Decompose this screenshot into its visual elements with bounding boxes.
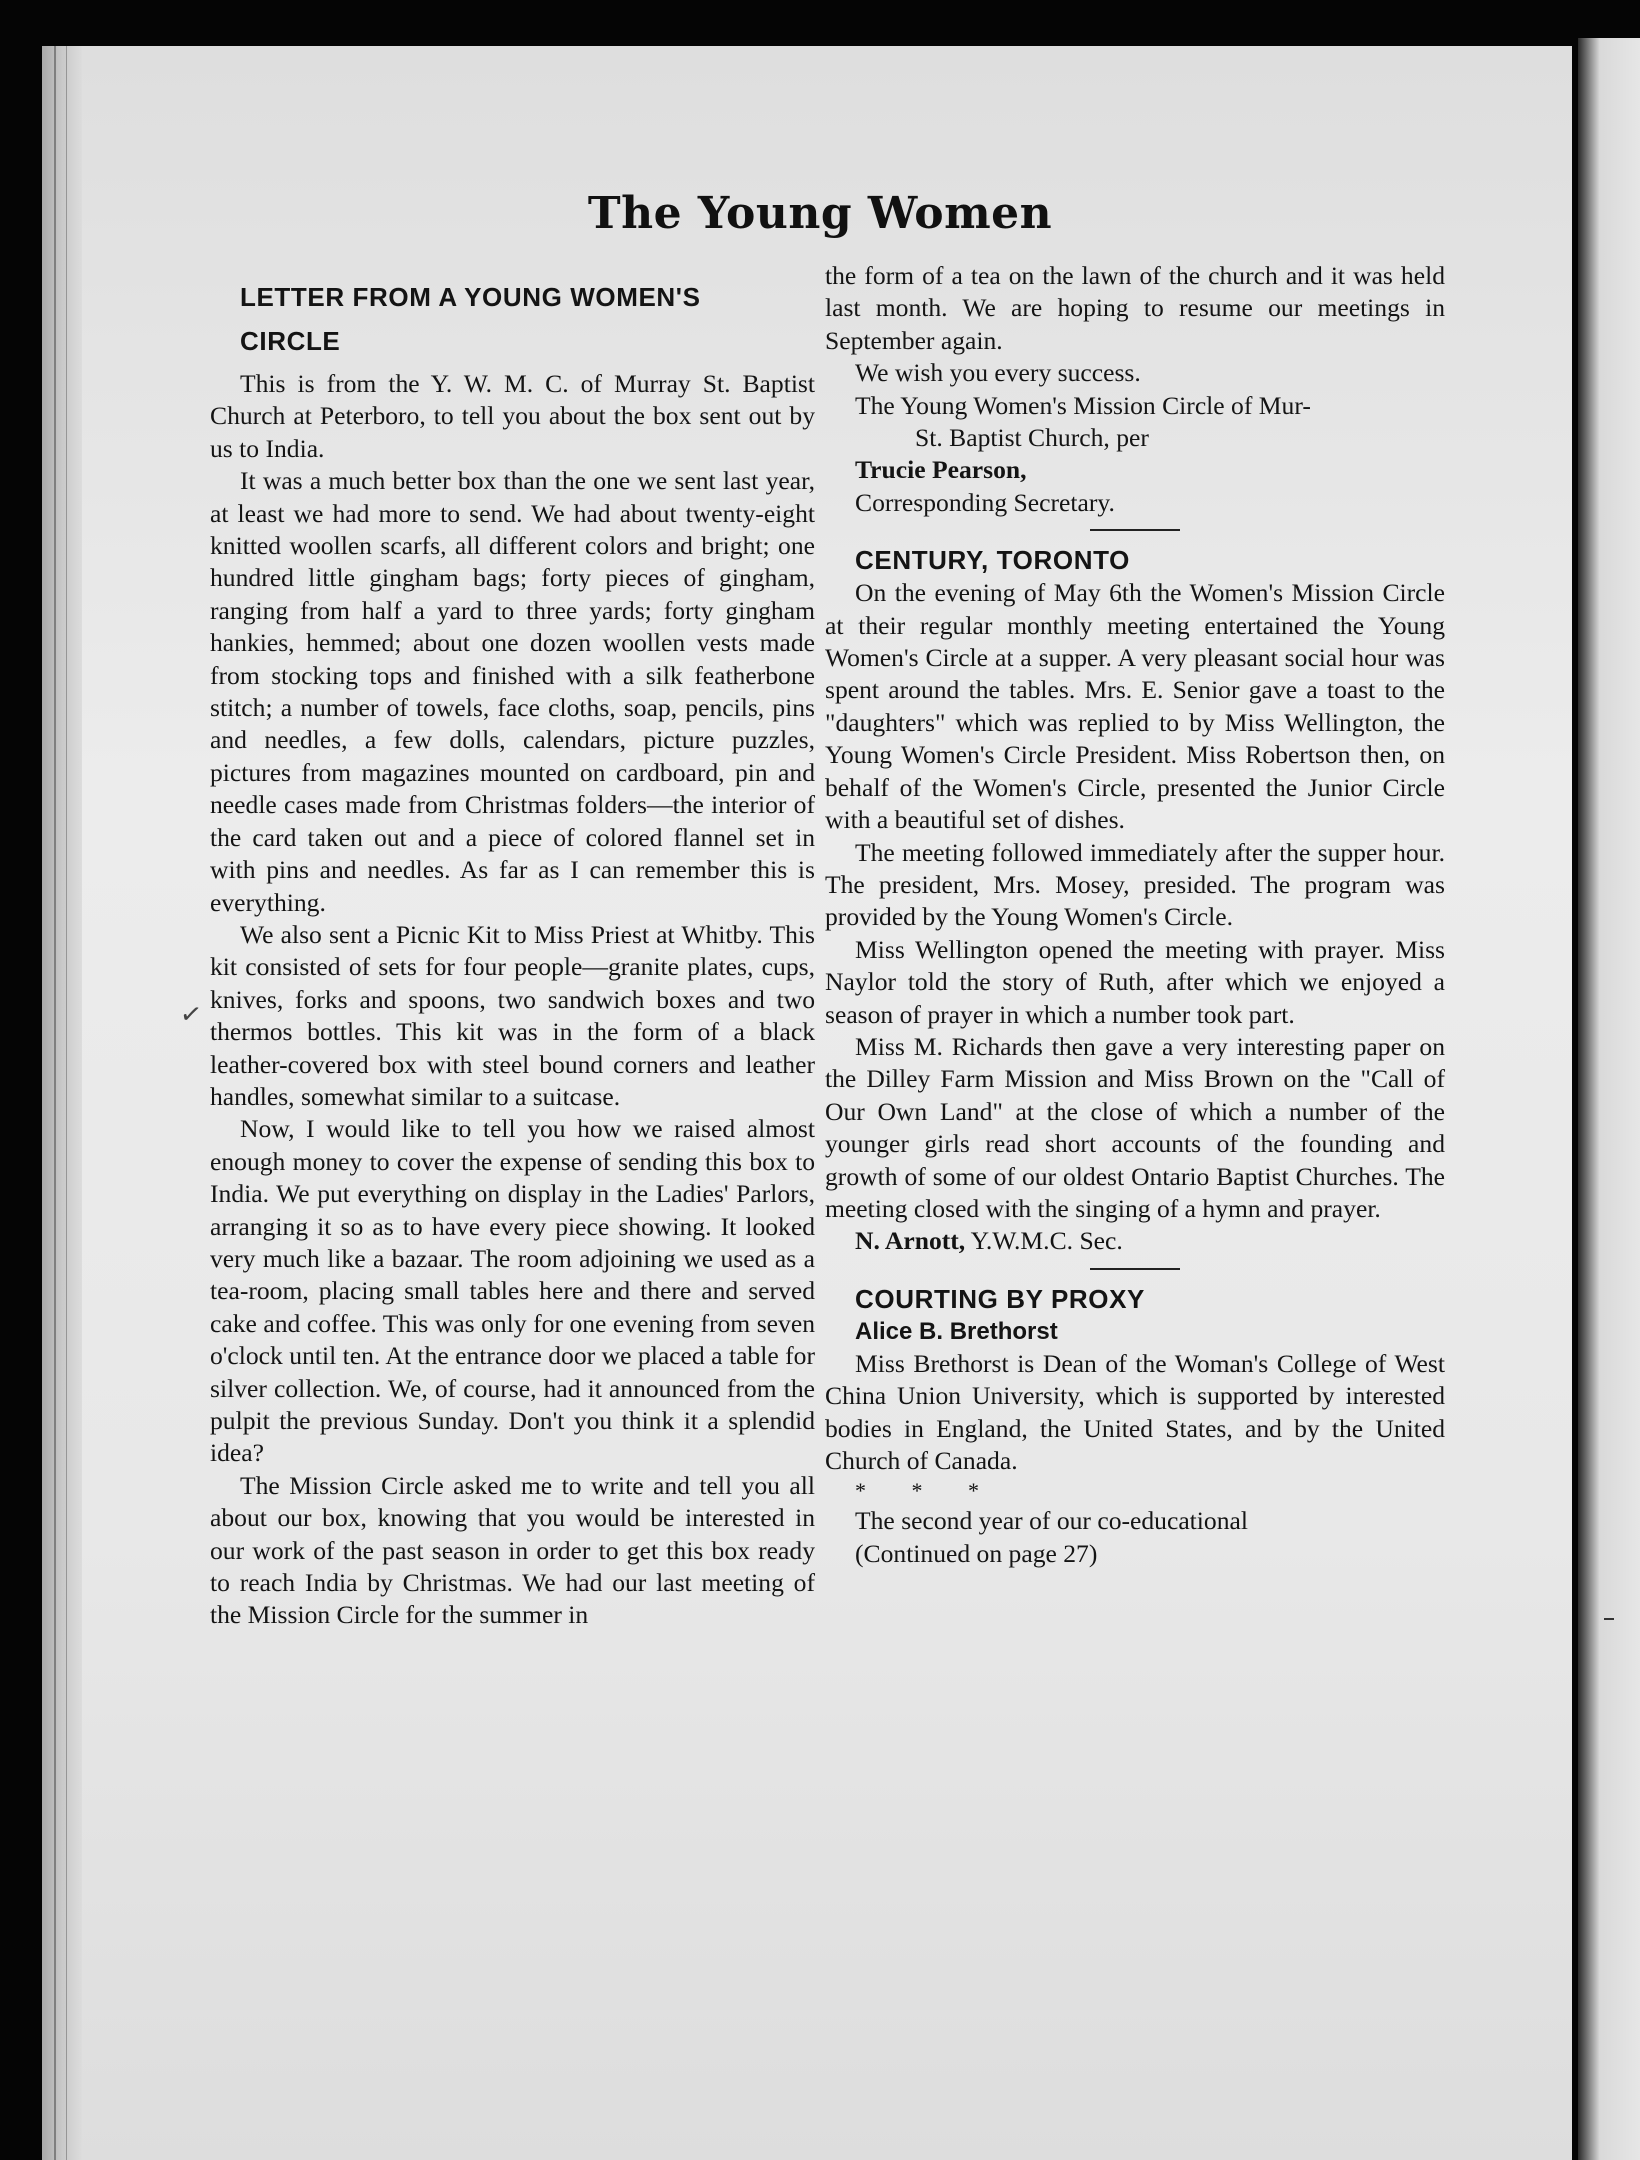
article-heading-letter-line1: LETTER FROM A YOUNG WOMEN'S <box>240 282 701 312</box>
section-break-stars: * * * <box>855 1478 999 1504</box>
paragraph: Miss Wellington opened the meeting with prayer. Miss Naylor told the story of Ruth, after which we enjoyed a season of prayer in which a number took part. <box>825 934 1445 1029</box>
century-signature-title: Y.W.M.C. Sec. <box>965 1226 1123 1256</box>
paragraph: The Mission Circle asked me to write and tell you all about our box, knowing that you would be interested in our work of the past season in order to get this box ready to reach India by Christmas. We had our last meeting of the Mission Circle for the summer in <box>210 1470 815 1630</box>
article-heading-letter-line2: CIRCLE <box>240 326 341 356</box>
closing-wish: We wish you every success. <box>855 358 1141 388</box>
paragraph-continuation: the form of a tea on the lawn of the church and it was held last month. We are hoping to resume our meetings in September again. <box>825 261 1445 355</box>
right-column <box>825 260 1445 1570</box>
paragraph: The second year of our co-educational <box>855 1506 1248 1536</box>
left-column <box>210 280 815 1632</box>
adjacent-page-edge <box>1578 38 1640 2160</box>
continued-note: (Continued on page 27) <box>855 1538 1098 1568</box>
article-heading-courting: COURTING BY PROXY <box>855 1283 1145 1314</box>
margin-check-mark: ✓ <box>178 998 204 1032</box>
paragraph: This is from the Y. W. M. C. of Murray St. Baptist Church at Peterboro, to tell you about the box sent out by us to India. <box>210 369 815 463</box>
article-heading-century: CENTURY, TORONTO <box>855 545 1130 576</box>
paragraph: We also sent a Picnic Kit to Miss Priest at Whitby. This kit consisted of sets for four people—granite plates, cups, knives, forks and spoons, two sandwich boxes and two thermos bottles. This kit was in the form of a black leather-covered box with steel bound corners and leather handles, somewhat similar to a suitcase. <box>210 919 815 1111</box>
paragraph: The meeting followed immediately after the supper hour. The president, Mrs. Mosey, presided. The program was provided by the Young Women's Circle. <box>825 837 1445 932</box>
century-signature <box>825 1225 1445 1257</box>
section-divider <box>1090 529 1180 531</box>
century-signature-name: N. Arnott, <box>855 1226 966 1256</box>
signature-title: Corresponding Secretary. <box>855 487 1115 517</box>
paragraph: On the evening of May 6th the Women's Mission Circle at their regular monthly meeting entertained the Young Women's Circle at a supper. A very pleasant social hour was spent around the tables. Mrs. E. Senior gave a toast to the "daughters" which was replied to by Miss Wellington, the Young Women's Circle President. Miss Robertson then, on behalf of the Women's Circle, presented the Junior Circle with a beautiful set of dishes. <box>825 578 1445 835</box>
signature-organization: The Young Women's Mission Circle of Mur- <box>855 390 1311 420</box>
paragraph: Now, I would like to tell you how we raised almost enough money to cover the expense of sending this box to India. We put everything on display in the Ladies' Parlors, arranging it so as to have every piece showing. It looked very much like a bazaar. The room adjoining we used as a tea-room, placing small tables here and there and served cake and coffee. This was only for one evening from seven o'clock until ten. At the entrance door we placed a table for silver collection. We, of course, had it announced from the pulpit the previous Sunday. Don't you think it a splendid idea? <box>210 1114 815 1468</box>
article-byline: Alice B. Brethorst <box>855 1317 1058 1345</box>
section-masthead: The Young Women <box>587 188 1053 239</box>
signature-church: St. Baptist Church, per <box>915 423 1149 453</box>
paragraph: Miss Brethorst is Dean of the Woman's College of West China Union University, which is supported by interested bodies in England, the United States, and by the United Church of Canada. <box>825 1348 1445 1475</box>
paragraph: Miss M. Richards then gave a very interesting paper on the Dilley Farm Mission and Miss Brown on the "Call of Our Own Land" at the close of which a number of the younger girls read short accounts of the founding and growth of some of our oldest Ontario Baptist Churches. The meeting closed with the singing of a hymn and prayer. <box>825 1031 1445 1223</box>
page-binding-edge <box>42 46 82 2160</box>
section-divider <box>1090 1268 1180 1270</box>
signature-name: Trucie Pearson, <box>855 455 1027 485</box>
paragraph: It was a much better box than the one we sent last year, at least we had more to send. We had about twenty-eight knitted woollen scarfs, all different colors and bright; one hundred little gingham bags; forty pieces of gingham, ranging from half a yard to three yards; forty gingham hankies, hemmed; about one dozen woollen vests made from stocking tops and finished with a silk featherbone stitch; a number of towels, face cloths, soap, pencils, pins and needles, a few dolls, calendars, picture puzzles, pictures from magazines mounted on cardboard, pin and needle cases made from Christmas folders—the interior of the card taken out and a piece of colored flannel set in with pins and needles. As far as I can remember this is everything. <box>210 466 815 917</box>
